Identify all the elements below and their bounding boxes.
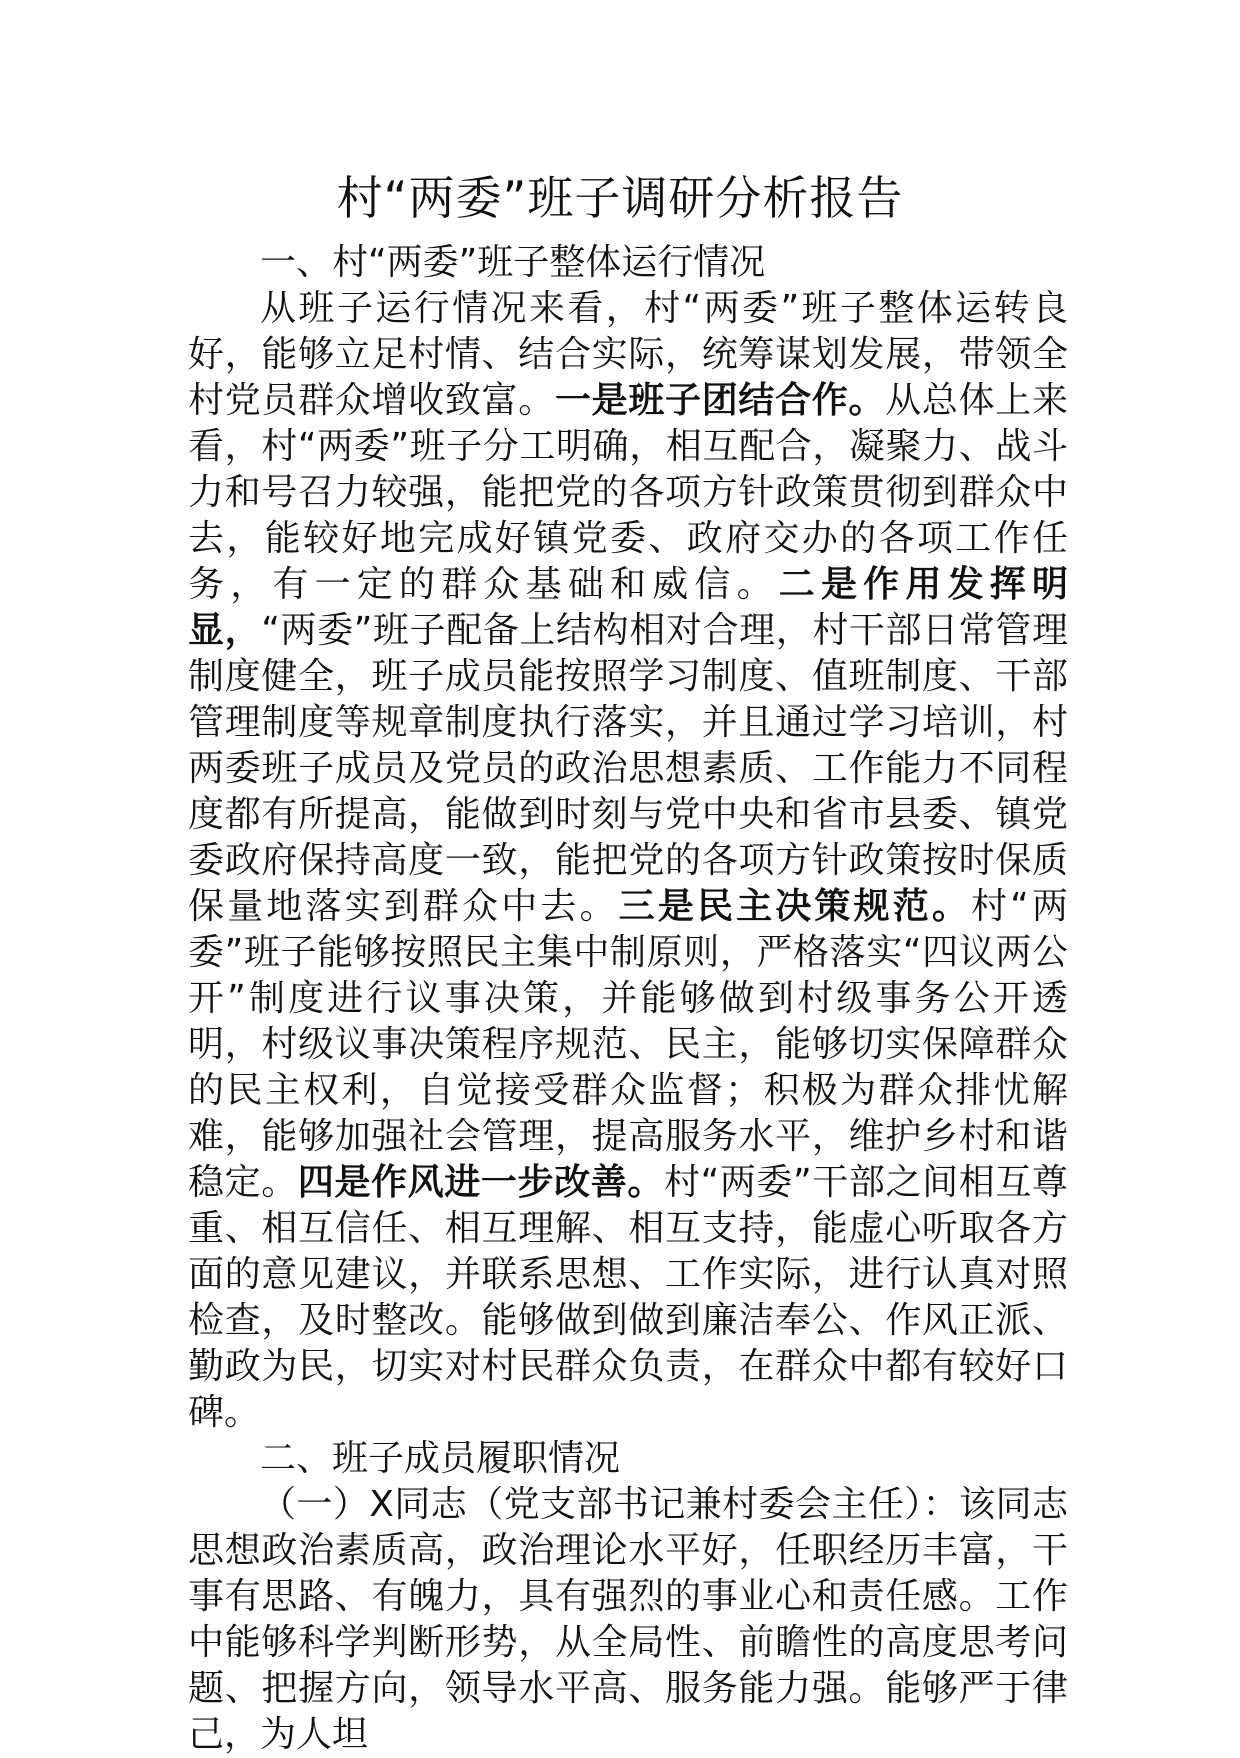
point-1-text: 从总体上来看，村“两委”班子分工明确，相互配合，凝聚力、战斗力和号召力较强，能把党的各项方针政策贯彻到群众中去，能较好地完成好镇党委、政府交办的各项工作任务，有一定的群众基础和威信。 bbox=[188, 380, 1068, 605]
intro-text: 从班子运行情况来看，村“两委”班子整体运转良好，能够立足村情、结合实际，统筹谋划发展，带领全村党员群众增收致富。 bbox=[188, 288, 1068, 421]
section-1-paragraph bbox=[188, 286, 1068, 1436]
point-3-text: 村“两委”班子能够按照民主集中制原则，严格落实“四议两公开”制度进行议事决策，并能够做到村级事务公开透明，村级议事决策程序规范、民主，能够切实保障群众的民主权利，自觉接受群众监督；积极为群众排忧解难，能够加强社会管理，提高服务水平，维护乡村和谐稳定。 bbox=[188, 886, 1068, 1203]
point-2-lead: 二是作用发挥明显， bbox=[188, 564, 1068, 651]
member-1-paragraph: （一）X同志（党支部书记兼村委会主任）：该同志思想政治素质高，政治理论水平好，任职经历丰富，干事有思路、有魄力，具有强烈的事业心和责任感。工作中能够科学判断形势，从全局性、前瞻性的高度思考问题、把握方向，领导水平高、服务能力强。能够严于律己，为人坦 bbox=[188, 1484, 1068, 1755]
point-3-lead: 三是民主决策规范。 bbox=[618, 886, 972, 927]
section-heading-1: 一、村“两委”班子整体运行情况 bbox=[260, 242, 766, 283]
point-4-lead: 四是作风进一步改善。 bbox=[297, 1162, 664, 1203]
point-1-lead: 一是班子团结合作。 bbox=[554, 380, 886, 421]
section-heading-2: 二、班子成员履职情况 bbox=[260, 1438, 621, 1479]
point-4-text: 村“两委”干部之间相互尊重、相互信任、相互理解、相互支持，能虚心听取各方面的意见建议，并联系思想、工作实际，进行认真对照检查，及时整改。能够做到做到廉洁奉公、作风正派、勤政为民，切实对村民群众负责，在群众中都有较好口碑。 bbox=[188, 1162, 1068, 1433]
document-body bbox=[188, 240, 1068, 1758]
point-2-text: “两委”班子配备上结构相对合理，村干部日常管理制度健全，班子成员能按照学习制度、值班制度、干部管理制度等规章制度执行落实，并且通过学习培训，村两委班子成员及党员的政治思想素质、工作能力不同程度都有所提高，能做到时刻与党中央和省市县委、镇党委政府保持高度一致，能把党的各项方针政策按时保质保量地落实到群众中去。 bbox=[188, 610, 1068, 927]
document-title: 村“两委”班子调研分析报告 bbox=[336, 171, 904, 225]
